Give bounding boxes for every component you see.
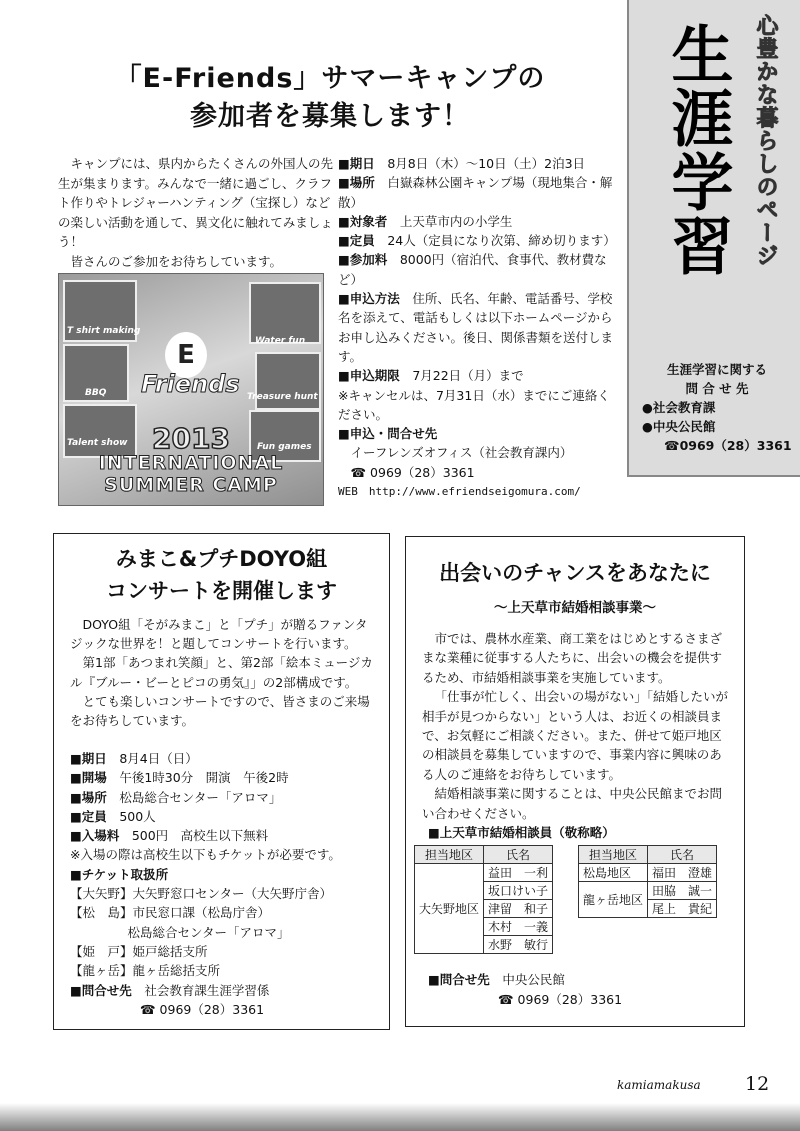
table-cell-name: 水野 敏行: [484, 936, 553, 954]
ticket-item: 【龍ヶ岳】龍ヶ岳総括支所: [70, 963, 221, 979]
ticket-item: 【大矢野】大矢野窓口センター（大矢野庁舎）: [70, 886, 333, 902]
marriage-paragraph: 市では、農林水産業、商工業をはじめとするさまざまな業種に従事する人たちに、出会いの機会を提供するため、市結婚相談事業を実施しています。: [422, 631, 723, 685]
detail-row: ■参加料 8000円（宿泊代、食事代、教材費など）: [338, 252, 607, 287]
section-subtitle: 心豊かな暮らしのページ: [753, 14, 778, 267]
detail-row: ■期日 8月4日（日）: [70, 751, 198, 766]
concert-title: [53, 543, 390, 607]
contact-phone: ☎ 0969（28）3361: [350, 464, 475, 480]
ticket-label: ■チケット取扱所: [70, 866, 169, 882]
counselor-table-oyano: [414, 845, 553, 954]
poster-camp-title: [65, 452, 317, 496]
table-cell-name: 津留 和子: [484, 900, 553, 918]
concert-details: [70, 749, 388, 1019]
camp-title-line2: 参加者を募集します！: [190, 101, 470, 132]
table-cell-name: 尾上 貴紀: [648, 900, 717, 918]
marriage-body: [422, 629, 732, 823]
contact-place: ●中央公民館: [642, 419, 716, 434]
camp-poster-image: [58, 273, 324, 506]
table-cell-name: 福田 澄雄: [648, 864, 717, 882]
camp-article-title: [40, 60, 620, 136]
camp-intro-paragraph: キャンプには、県内からたくさんの外国人の先生が集まります。みんなで一緒に過ごし、クラフト作りやトレジャーハンティング（宝探し）などの楽しい活動を通して、異文化に触れてみましょう！: [58, 156, 334, 249]
ticket-item: 松島総合センター「アロマ」: [127, 924, 290, 940]
table-cell-name: 益田 一利: [484, 864, 553, 882]
detail-row: ■対象者 上天草市内の小学生: [338, 213, 513, 229]
detail-row: ■期日 8月8日（木）～10日（土）2泊3日: [338, 156, 586, 171]
detail-row: ■場所 白嶽森林公園キャンプ場（現地集合・解散）: [338, 175, 613, 210]
ticket-item: 【姫 戸】姫戸総括支所: [70, 943, 208, 959]
concert-title-line2: コンサートを開催します: [106, 579, 337, 603]
table-header: 担当地区: [415, 846, 484, 864]
table-cell-area: 大矢野地区: [415, 864, 484, 954]
poster-logo-text: Friends: [141, 370, 240, 398]
contact-heading-2: 問 合 せ 先: [685, 381, 749, 396]
marriage-contact: [428, 970, 622, 1010]
contact-phone: ☎0969（28）3361: [664, 438, 792, 453]
table-cell-name: 田脇 誠一: [648, 882, 717, 900]
marriage-subtitle: ～上天草市結婚相談事業～: [494, 600, 656, 616]
table-cell-area: 龍ヶ岳地区: [579, 882, 648, 918]
concert-body: [70, 615, 378, 730]
ticket-item: 【松 島】市民窓口課（松島庁舎）: [70, 905, 271, 921]
camp-details: [338, 154, 622, 501]
detail-row: ■入場料 500円 高校生以下無料: [70, 828, 269, 844]
camp-title-line1: 「E-Friends」サマーキャンプの: [114, 63, 546, 94]
table-cell-area: 松島地区: [579, 864, 648, 882]
poster-caption: T shirt making: [67, 326, 141, 336]
poster-camp-line2: SUMMER CAMP: [104, 474, 278, 496]
concert-paragraph: 第1部「あつまれ笑顔」と、第2部「絵本ミュージカル『ブルー・ビーとピコの勇気』」の2部構成です。: [70, 655, 373, 690]
concert-contact: ■問合せ先 社会教育課生涯学習係: [70, 982, 270, 998]
marriage-paragraph: 「仕事が忙しく、出会いの場がない」「結婚したいが相手が見つからない」という人は、お近くの相談員まで、お気軽にご相談ください。また、併せて姫戸地区の相談員を募集していますので、事業内容に興味のある人のご連絡をお待ちしています。: [422, 689, 729, 782]
contact-dept: ●社会教育課: [642, 400, 716, 415]
concert-paragraph: DOYO組「そがみまこ」と「プチ」が贈るファンタジックな世界を！と題してコンサートを行います。: [70, 617, 368, 652]
sidebar-contact: [642, 360, 792, 455]
table-header: 氏名: [648, 846, 717, 864]
marriage-contact-phone: ☎ 0969（28）3361: [498, 992, 623, 1007]
poster-caption: Water fun: [255, 336, 306, 346]
detail-row: ■定員 24人（定員になり次第、締め切ります）: [338, 233, 616, 249]
poster-photo: [249, 282, 321, 344]
contact-heading: 生涯学習に関する: [666, 362, 767, 377]
publication-name: kamiamakusa: [617, 1078, 701, 1092]
table-cell-name: 木村 一義: [484, 918, 553, 936]
detail-row: ■場所 松島総合センター「アロマ」: [70, 789, 282, 805]
section-title: 生涯学習: [661, 22, 734, 278]
counselor-table-other: [578, 845, 717, 918]
counselor-list-title: ■上天草市結婚相談員（敬称略）: [428, 825, 615, 840]
table-header: 氏名: [484, 846, 553, 864]
poster-caption: Talent show: [67, 438, 128, 448]
detail-row: ■申込方法 住所、氏名、年齢、電話番号、学校名を添えて、電話もしくは以下ホームページからお申し込みください。後日、関係書類を送付します。: [338, 291, 614, 364]
concert-note: ※入場の際は高校生以下もチケットが必要です。: [70, 847, 341, 863]
concert-paragraph: とても楽しいコンサートですので、皆さまのご来場をお待ちしています。: [70, 693, 370, 729]
poster-caption: Treasure hunt: [247, 392, 318, 402]
detail-row: ■定員 500人: [70, 808, 156, 824]
cancel-note: ※キャンセルは、7月31日（水）までにご連絡ください。: [338, 387, 610, 422]
camp-intro-paragraph-2: 皆さんのご参加をお待ちしています。: [70, 253, 283, 269]
detail-row: ■申込期限 7月22日（月）まで: [338, 368, 524, 384]
contact-label: ■申込・問合せ先: [338, 426, 438, 442]
camp-intro: [58, 154, 334, 271]
poster-logo: E: [165, 332, 207, 378]
contact-org: イーフレンズオフィス（社会教育課内）: [350, 445, 573, 461]
footer-bar: [0, 1103, 800, 1131]
detail-row: ■開場 午後1時30分 開演 午後2時: [70, 770, 289, 786]
poster-caption: BBQ: [85, 388, 107, 398]
marriage-paragraph: 結婚相談事業に関することは、中央公民館までお問い合わせください。: [422, 786, 723, 821]
contact-web-link[interactable]: WEB http://www.efriendseigomura.com/: [338, 485, 581, 499]
marriage-contact-line: ■問合せ先 中央公民館: [428, 972, 565, 987]
poster-caption: Fun games: [257, 442, 312, 452]
poster-camp-line1: INTERNATIONAL: [98, 452, 284, 474]
concert-title-line1: みまこ&プチDOYO組: [115, 547, 328, 571]
page-number: 12: [745, 1073, 770, 1095]
poster-photo: [63, 404, 137, 458]
table-cell-name: 坂口けい子: [484, 882, 553, 900]
poster-year: 2013: [152, 422, 230, 455]
concert-contact-phone: ☎ 0969（28）3361: [140, 1001, 265, 1017]
table-header: 担当地区: [579, 846, 648, 864]
marriage-title: 出会いのチャンスをあなたに: [439, 561, 711, 585]
